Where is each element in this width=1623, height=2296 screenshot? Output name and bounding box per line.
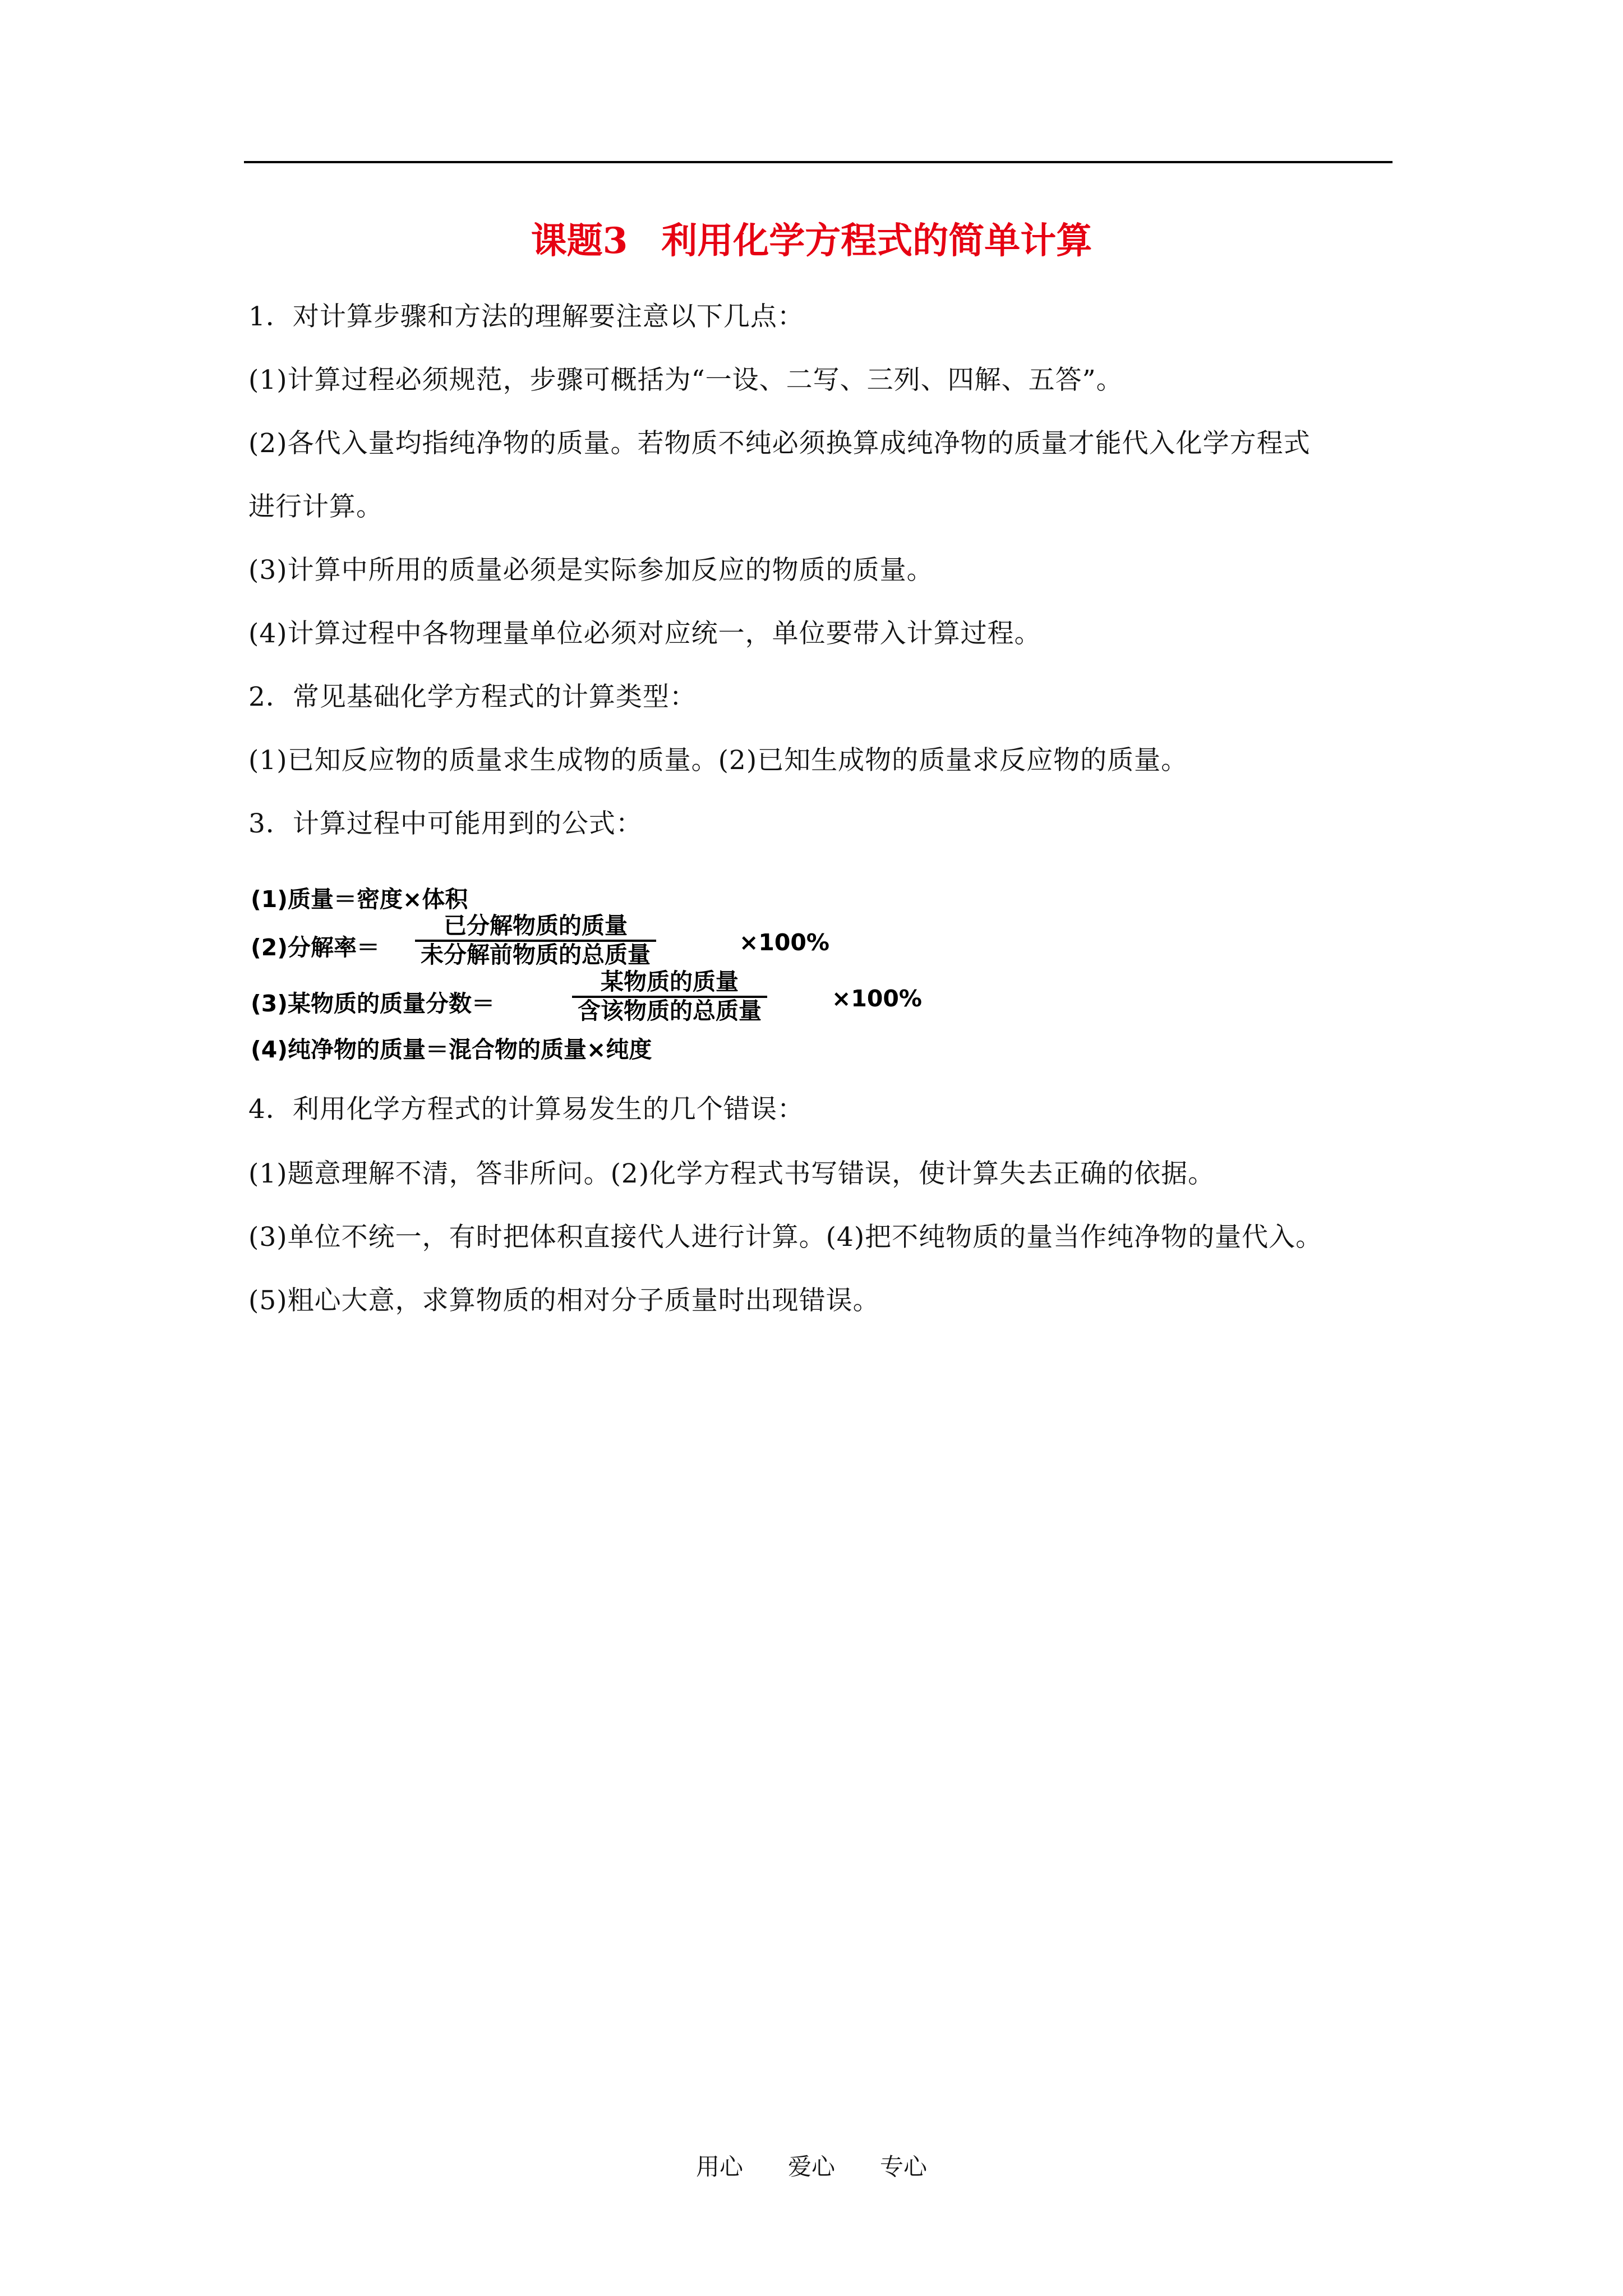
point-1-item-4: (4)计算过程中各物理量单位必须对应统一，单位要带入计算过程。: [248, 618, 1041, 649]
point-4-heading: 4．利用化学方程式的计算易发生的几个错误：: [248, 1094, 804, 1125]
formula-decomposition-fraction: [415, 913, 656, 968]
formula-mass-fraction-tail: ×100%: [832, 985, 923, 1012]
formula-purity: (4)纯净物的质量＝混合物的质量×纯度: [251, 1036, 652, 1063]
footer-word-1: 用心: [695, 2153, 743, 2180]
formula-density: (1)质量＝密度×体积: [251, 886, 468, 913]
fraction-denominator: 含该物质的总质量: [578, 997, 762, 1024]
page-title: [0, 212, 1623, 264]
point-2-items: (1)已知反应物的质量求生成物的质量。(2)已知生成物的质量求反应物的质量。: [248, 745, 1188, 776]
title-number: 课题3: [531, 220, 628, 262]
point-2-heading: 2．常见基础化学方程式的计算类型：: [248, 682, 697, 712]
point-1-item-1: (1)计算过程必须规范，步骤可概括为“一设、二写、三列、四解、五答”。: [248, 365, 1123, 395]
point-4-items-1-2: (1)题意理解不清，答非所问。(2)化学方程式书写错误，使计算失去正确的依据。: [248, 1158, 1215, 1189]
formula-mass-fraction-fraction: [572, 969, 767, 1024]
footer-word-2: 爱心: [787, 2153, 835, 2180]
header-rule: [244, 161, 1393, 163]
point-1-heading: 1．对计算步骤和方法的理解要注意以下几点：: [248, 301, 804, 332]
fraction-numerator: 已分解物质的质量: [415, 913, 656, 942]
page-footer: [0, 2148, 1623, 2182]
point-3-heading: 3．计算过程中可能用到的公式：: [248, 808, 643, 839]
formula-decomposition-tail: ×100%: [739, 929, 830, 956]
point-1-item-3: (3)计算中所用的质量必须是实际参加反应的物质的质量。: [248, 555, 934, 586]
fraction-denominator: 未分解前物质的总质量: [421, 941, 651, 968]
footer-word-3: 专心: [880, 2153, 928, 2180]
point-4-item-5: (5)粗心大意，求算物质的相对分子质量时出现错误。: [248, 1285, 880, 1316]
formula-mass-fraction-label: (3)某物质的质量分数＝: [251, 990, 495, 1017]
formula-decomposition-label: (2)分解率＝: [251, 934, 380, 961]
point-1-item-2-cont: 进行计算。: [248, 491, 383, 522]
point-1-item-2: (2)各代入量均指纯净物的质量。若物质不纯必须换算成纯净物的质量才能代入化学方程式: [248, 428, 1311, 459]
fraction-numerator: 某物质的质量: [572, 969, 767, 998]
title-text: 利用化学方程式的简单计算: [661, 220, 1092, 262]
point-4-items-3-4: (3)单位不统一，有时把体积直接代人进行计算。(4)把不纯物质的量当作纯净物的量代入。: [248, 1222, 1323, 1253]
